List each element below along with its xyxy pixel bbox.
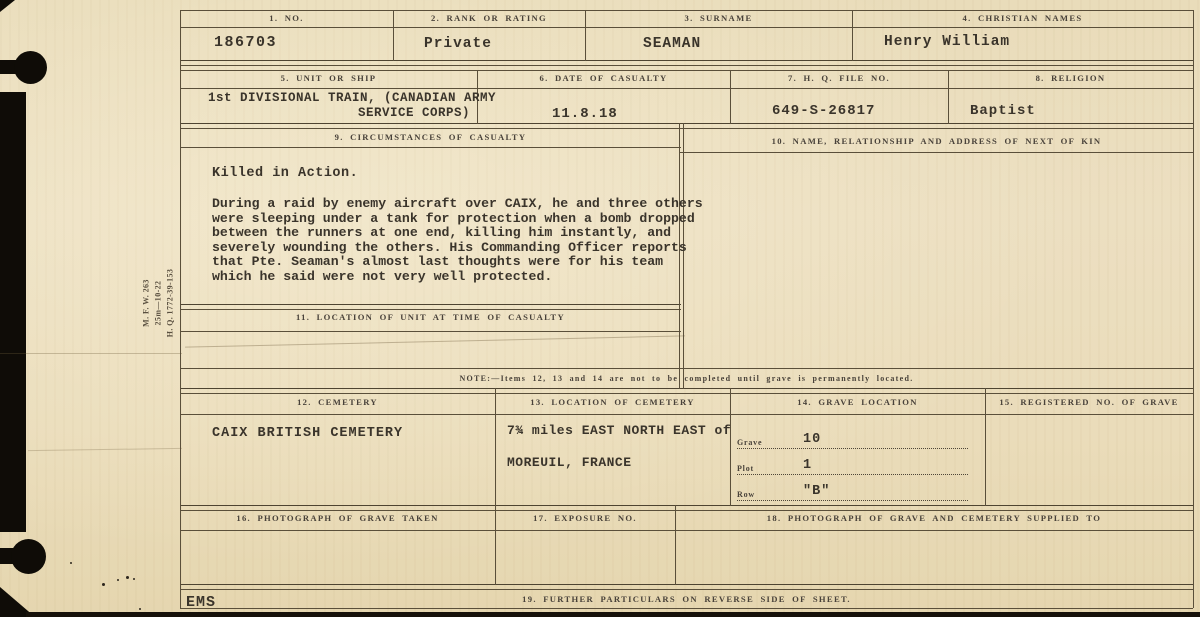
rule [180,10,1193,11]
punch-hole-bottom [11,539,46,574]
rule [180,368,1193,369]
form-ref-line: H. Q. 1772-39-153 [165,268,175,338]
punch-hole-top [14,51,47,84]
circumstances-line: severely wounding the others. His Commanding Officer reports [212,239,687,255]
scan-corner-top-left [0,0,15,12]
form-ref-line: 25m—10-22 [153,280,163,326]
rule [180,584,1193,590]
further-particulars-line: 19. FURTHER PARTICULARS ON REVERSE SIDE OF SHEET. [522,594,851,604]
grave-row [737,432,968,449]
field-cemetery-location-label: 13. LOCATION OF CEMETERY [530,397,695,407]
grave-row-value: 10 [803,432,822,447]
ink-speck [117,579,119,581]
circumstances-heading: Killed in Action. [212,166,359,181]
rule [180,304,681,310]
field-next-of-kin-label: 10. NAME, RELATIONSHIP AND ADDRESS OF NEXT OF KIN [771,136,1102,146]
field-photo-taken-label: 16. PHOTOGRAPH OF GRAVE TAKEN [236,513,439,523]
rule [679,123,684,389]
field-cemetery-location-line1: 7¾ miles EAST NORTH EAST of [507,423,732,438]
rule [180,88,1193,89]
form-ref-line: M. F. W. 263 [141,279,151,327]
rule [1193,10,1194,608]
field-no-value: 186703 [214,34,278,51]
field-hqfile-label: 7. H. Q. FILE NO. [788,73,890,83]
rule [180,331,681,332]
field-unit-label: 5. UNIT OR SHIP [280,73,377,83]
field-unit-location-label: 11. LOCATION OF UNIT AT TIME OF CASUALTY [296,312,565,322]
field-date-value: 11.8.18 [552,106,618,122]
scan-scratch [28,448,182,451]
field-christian-value: Henry William [884,34,1011,50]
row-row-label: Row [737,490,755,499]
field-cemetery-value: CAIX BRITISH CEMETERY [212,426,404,441]
field-christian-label: 4. CHRISTIAN NAMES [962,13,1083,23]
rule [180,123,1193,129]
rule [180,505,1193,511]
field-religion-label: 8. RELIGION [1035,73,1106,83]
rule [180,608,1193,609]
plot-row [737,458,968,475]
ink-speck [126,576,129,579]
row-row-value: "B" [803,484,831,499]
field-hqfile-value: 649-S-26817 [772,103,876,119]
field-cemetery-label: 12. CEMETERY [297,397,378,407]
scan-left-edge [0,92,26,532]
scan-bottom-edge [26,612,1200,617]
rule [180,60,1193,66]
field-religion-value: Baptist [970,103,1036,119]
field-unit-value-line1: 1st DIVISIONAL TRAIN, (CANADIAN ARMY [208,91,497,105]
ink-speck [70,562,72,564]
field-photo-supplied-label: 18. PHOTOGRAPH OF GRAVE AND CEMETERY SUPPLIED TO [766,513,1102,523]
dotted-leader [737,474,968,475]
plot-row-value: 1 [803,458,813,473]
note-line: NOTE:—Items 12, 13 and 14 are not to be completed until grave is permanently located. [459,374,914,383]
rule [180,70,1193,71]
margin-form-references [141,246,181,361]
rule [180,147,681,148]
rule [180,530,1193,531]
field-registered-no-label: 15. REGISTERED NO. OF GRAVE [999,397,1179,407]
field-grave-location-label: 14. GRAVE LOCATION [797,397,918,407]
field-unit-value-line2: SERVICE CORPS) [357,106,470,120]
ink-speck [102,583,105,586]
field-cemetery-location-line2: MOREUIL, FRANCE [507,455,632,470]
plot-row-label: Plot [737,464,754,473]
ink-speck [139,608,141,610]
grave-row-label: Grave [737,438,763,447]
circumstances-line: were sleeping under a tank for protection when a bomb dropped [212,210,695,226]
dotted-leader [737,448,968,449]
field-circumstances-label: 9. CIRCUMSTANCES OF CASUALTY [334,132,527,142]
scan-scratch [185,335,685,347]
field-exposure-no-label: 17. EXPOSURE NO. [533,513,637,523]
rule [180,27,1193,28]
row-row [737,484,968,501]
circumstances-line: During a raid by enemy aircraft over CAIX, he and three others [212,196,703,211]
ink-speck [133,578,135,580]
field-date-label: 6. DATE OF CASUALTY [539,73,668,83]
field-rank-value: Private [424,36,492,52]
rule [680,152,1193,153]
rule [180,388,1193,394]
circumstances-line: which he said were not very well protected. [212,268,553,284]
field-surname-value: SEAMAN [643,36,702,52]
field-surname-label: 3. SURNAME [684,13,753,23]
field-no-label: 1. NO. [269,13,304,23]
clerk-initials: EMS [186,594,217,611]
rule [180,414,1193,415]
field-rank-label: 2. RANK OR RATING [431,13,547,23]
circumstances-line: that Pte. Seaman's almost last thoughts were for his team [212,254,664,269]
circumstances-line: between the runners at one end, killing him instantly, and [212,225,671,240]
dotted-leader [737,500,968,501]
